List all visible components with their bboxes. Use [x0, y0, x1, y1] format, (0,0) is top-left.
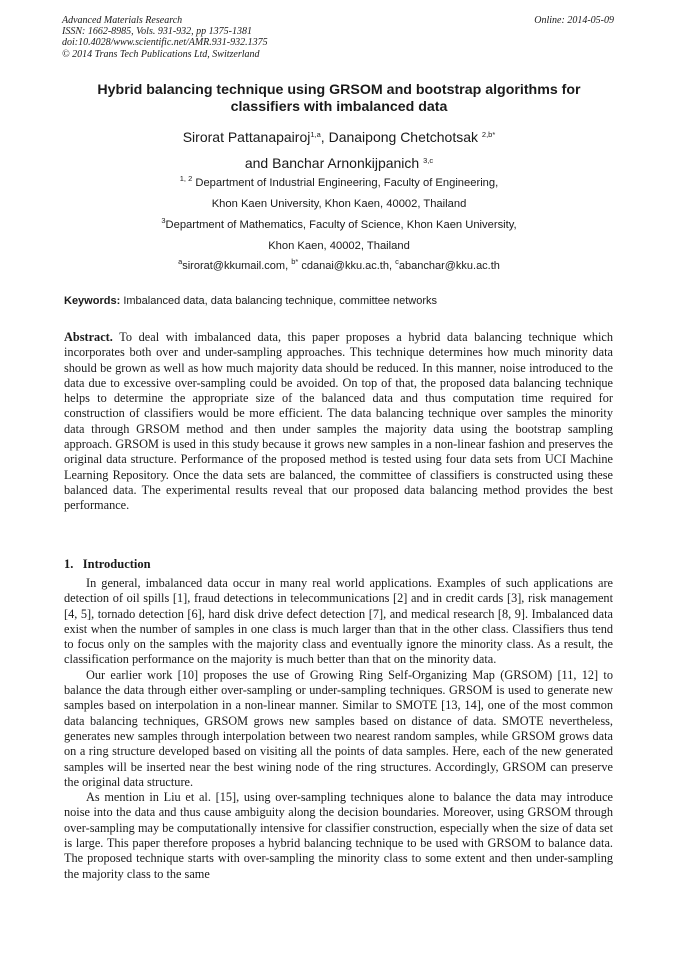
author-3-name: Banchar Arnonkijpanich — [272, 155, 420, 171]
author-2-sup: 2,b* — [481, 130, 496, 139]
author-line-1: Sirorat Pattanapairoj$^{1,a}$, Danaipong Chetchotsak $^{2,b*}$ — [182, 129, 496, 145]
abstract-label: Abstract. — [64, 330, 113, 344]
intro-paragraph-2: Our earlier work [10] proposes the use of Growing Ring Self-Organizing Map (GRSOM) [11, 12] to balance the data through either over-sampling or under-sampling techniques. GRSOM is used to generate new samples based on interpolation in a non-linear manner. Similar to SMOTE [13, 14], one of the most common data balancing techniques, GRSOM grows new samples based on distance of data. SMOTE nevertheless, generates new samples through interpolation between two nearest random samples, while GRSOM grows data on a ring structure developed based on visiting all the points of data samples. Here, each of the new generated samples will be inserted near the best wining node of the ring structures. Accordingly, GRSOM can preserve the original data structure. — [64, 667, 613, 789]
email-a-sup: a — [178, 257, 183, 266]
affiliation-2-line-1: $^3$Department of Mathematics, Faculty of Science, Khon Kaen University, — [161, 216, 517, 231]
title-line-2: classifiers with imbalanced data — [230, 99, 448, 115]
keywords — [64, 294, 618, 308]
online-date: Online: 2014-05-09 — [534, 15, 614, 26]
author-2-name: Danaipong Chetchotsak — [328, 129, 479, 145]
section-title: Introduction — [82, 557, 151, 571]
intro-paragraph-3: As mention in Liu et al. [15], using over-sampling techniques alone to balance the data may introduce noise into the data and thus cause ambiguity along the decision boundaries. Moreover, using GRSOM through over-sampling may be computationally intensive for classifier construction, especially when the size of data set is large. This paper therefore proposes a hybrid balancing technique to be used with GRSOM to balance data. The proposed technique starts with over-sampling the minority class to some extent and then under-sampling the majority class to the same — [64, 790, 613, 881]
email-b[interactable]: cdanai@kku.ac.th, — [301, 260, 393, 272]
affiliation-2-line-2: Khon Kaen, 40002, Thailand — [268, 240, 410, 252]
affiliation-1-line-2: Khon Kaen University, Khon Kaen, 40002, Thailand — [211, 198, 467, 210]
affiliations — [40, 173, 638, 257]
author-1-name: Sirorat Pattanapairoj — [182, 129, 311, 145]
email-b-sup: b* — [291, 257, 299, 266]
paper-title — [40, 82, 638, 116]
author-emails — [40, 259, 638, 273]
author-and: and — [244, 155, 269, 171]
email-c[interactable]: abanchar@kku.ac.th — [398, 260, 500, 272]
keywords-label: Keywords: — [64, 295, 121, 307]
email-a[interactable]: sirorat@kkumail.com, — [182, 260, 289, 272]
title-line-1: Hybrid balancing technique using GRSOM and bootstrap algorithms for — [97, 82, 581, 98]
affiliation-2-sup: 3 — [161, 216, 166, 225]
email-c-sup: c — [395, 257, 399, 266]
journal-header — [62, 15, 268, 60]
author-1-sup: 1,a — [310, 130, 321, 139]
section-number: 1. — [64, 557, 74, 571]
affiliation-1-line-1: $^{1, 2}$ Department of Industrial Engineering, Faculty of Engineering, — [179, 174, 499, 189]
affiliation-1-sup: 1, 2 — [179, 174, 193, 183]
copyright-line: © 2014 Trans Tech Publications Ltd, Switzerland — [62, 48, 260, 60]
journal-name: Advanced Materials Research — [62, 15, 183, 26]
introduction-body — [64, 576, 613, 882]
issn-line: ISSN: 1662-8985, Vols. 931-932, pp 1375-1381 — [62, 26, 252, 38]
intro-paragraph-1: In general, imbalanced data occur in many real world applications. Examples of such applications are detection of oil spills [1], fraud detections in telecommunications [2] and in credit cards [3], risk management [4, 5], tornado detection [6], hard disk drive defect detection [7], and medical research [8, 9]. Imbalanced data exist when the number of samples in one class is much larger than that in the other class. Classifiers thus tend to focus only on the samples with the majority class and eventually ignore the minority class. As a result, the classification performance on the majority is much better than that on the minority data. — [64, 576, 613, 667]
abstract-text: To deal with imbalanced data, this paper proposes a hybrid data balancing technique which incorporates both over and under-sampling approaches. This technique determines how much minority data should be grown as well as how much majority data should be reduced. In this manner, noise introduced to the data due to excessive over-sampling could be avoided. On top of that, the proposed data balancing technique helps to determine the appropriate size of the balanced data and thus computation time required for construction of classifiers would be more efficient. The data balancing technique over samples the minority data through GRSOM method and then under samples the majority data using the bootstrap sampling approach. GRSOM is used in this study because it grows new samples in a non-linear fashion and preserves the original data structure. Performance of the proposed method is tested using four data sets from UCI Machine Learning Repository. Once the data sets are balanced, the committee of classifiers is constructed using these balanced data. The experimental results reveal that our proposed data balancing method provides the best performance. — [64, 330, 613, 513]
author-3-sup: 3,c — [423, 156, 434, 165]
keywords-text: Imbalanced data, data balancing technique, committee networks — [123, 295, 438, 307]
doi-line[interactable]: doi:10.4028/www.scientific.net/AMR.931-932.1375 — [62, 37, 268, 49]
section-heading-introduction — [64, 557, 151, 572]
abstract — [64, 330, 613, 514]
author-list — [40, 124, 638, 176]
